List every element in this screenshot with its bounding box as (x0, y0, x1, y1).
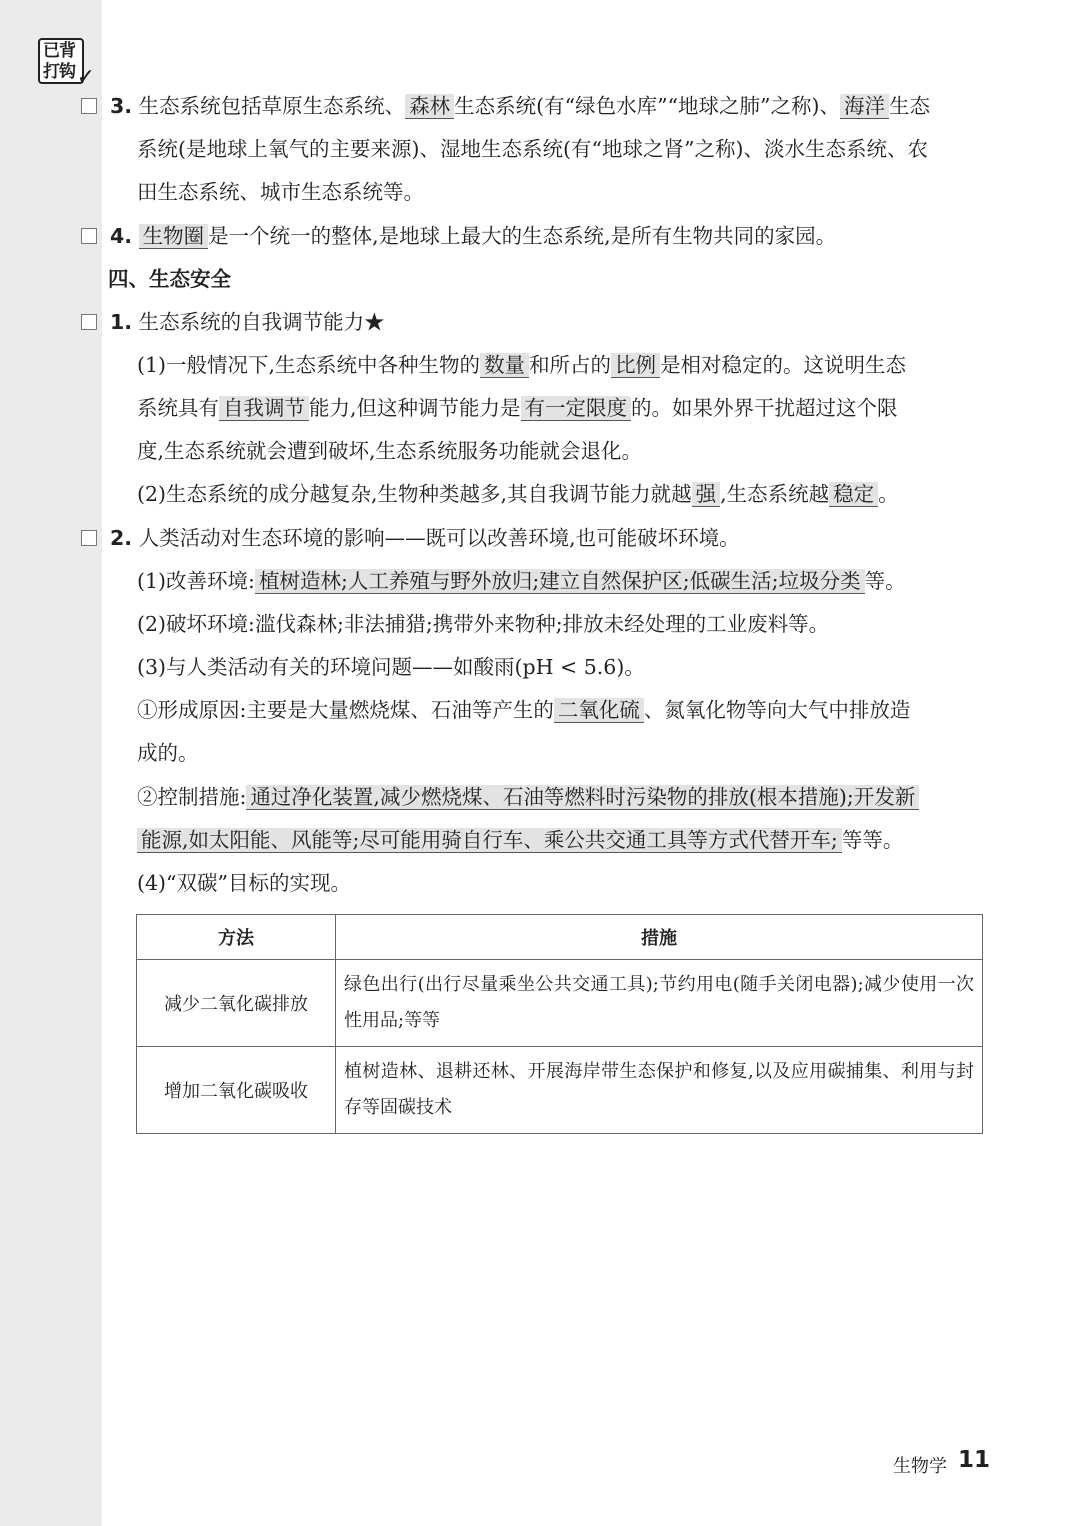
item-3-line-2: 系统(是地球上氧气的主要来源)、湿地生态系统(有“地球之肾”之称)、淡水生态系统、农 (137, 137, 928, 161)
table-row (137, 1047, 983, 1134)
answer-blank: 能源,如太阳能、风能等;尽可能用骑自行车、乘公共交通工具等方式代替开车; (137, 828, 842, 853)
answer-blank: 有一定限度 (521, 396, 632, 421)
answer-blank: 海洋 (840, 94, 889, 119)
s2-c2: ②控制措施: 通过净化装置,减少燃烧煤、石油等燃料时污染物的排放(根本措施);开发新 (137, 782, 919, 812)
page-number: 11 (958, 1447, 991, 1473)
footer-subject: 生物学 (893, 1456, 947, 1477)
s2-i1: (1)改善环境: 植树造林;人工养殖与野外放归;建立自然保护区;低碳生活;垃圾分类 等。 (137, 569, 906, 593)
item-4-line: 4. 生物圈 是一个统一的整体,是地球上最大的生态系统,是所有生物共同的家园。 (110, 224, 837, 248)
table-cell-method: 增加二氧化碳吸收 (137, 1047, 336, 1134)
s2-c1: ①形成原因:主要是大量燃烧煤、石油等产生的 二氧化硫 、氮氧化物等向大气中排放造 (137, 698, 911, 722)
s1-p2: 系统具有 自我调节 能力,但这种调节能力是 有一定限度 的。如果外界干扰超过这个限 (137, 396, 898, 420)
answer-blank: 比例 (611, 353, 660, 378)
s2-title: 2. 人类活动对生态环境的影响——既可以改善环境,也可能破坏环境。 (110, 526, 740, 550)
s2-i4: (4)“双碳”目标的实现。 (137, 871, 351, 895)
s1-p4: (2)生态系统的成分越复杂,生物种类越多,其自我调节能力就越 强 ,生态系统越 稳定 。 (137, 482, 899, 506)
s1-p1: (1)一般情况下,生态系统中各种生物的 数量 和所占的 比例 是相对稳定的。这说明生态 (137, 353, 907, 377)
checkbox-item-3[interactable] (81, 98, 97, 114)
section-heading: 四、生态安全 (108, 267, 231, 291)
answer-blank: 数量 (480, 353, 529, 378)
table-cell-measure: 植树造林、退耕还林、开展海岸带生态保护和修复,以及应用碳捕集、利用与封存等固碳技术 (336, 1047, 983, 1134)
memorized-check-stamp: 已背 打钩 ✓ (38, 38, 84, 84)
table-cell-method: 减少二氧化碳排放 (137, 960, 336, 1047)
s1-title: 1. 生态系统的自我调节能力★ (110, 310, 385, 334)
table-row (137, 960, 983, 1047)
answer-blank: 森林 (405, 94, 454, 119)
table-header: 措施 (336, 915, 983, 960)
carbon-measures-table (136, 914, 983, 1134)
answer-blank: 通过净化装置,减少燃烧煤、石油等燃料时污染物的排放(根本措施);开发新 (246, 785, 919, 810)
checkbox-s1[interactable] (81, 314, 97, 330)
answer-blank: 强 (692, 482, 721, 507)
table-cell-measure: 绿色出行(出行尽量乘坐公共交通工具);节约用电(随手关闭电器);减少使用一次性用品;等等 (336, 960, 983, 1047)
checkbox-s2[interactable] (81, 530, 97, 546)
checkmark-icon: ✓ (76, 65, 94, 90)
answer-blank: 稳定 (829, 482, 878, 507)
s2-i3: (3)与人类活动有关的环境问题——如酸雨(pH < 5.6)。 (137, 655, 645, 679)
answer-blank: 生物圈 (139, 224, 209, 249)
s2-i2: (2)破坏环境:滥伐森林;非法捕猎;携带外来物种;排放未经处理的工业废料等。 (137, 612, 830, 636)
s2-c1-cont: 成的。 (137, 741, 199, 765)
answer-blank: 二氧化硫 (554, 698, 644, 723)
item-3-line-1: 3. 生态系统包括草原生态系统、 森林 生态系统(有“绿色水库”“地球之肺”之称)、 海洋 生态 (110, 94, 931, 118)
checkbox-item-4[interactable] (81, 228, 97, 244)
s2-c2-cont: 能源,如太阳能、风能等;尽可能用骑自行车、乘公共交通工具等方式代替开车; 等等。 (137, 825, 903, 855)
item-3-line-3: 田生态系统、城市生态系统等。 (137, 180, 424, 204)
answer-blank: 植树造林;人工养殖与野外放归;建立自然保护区;低碳生活;垃圾分类 (255, 569, 865, 594)
table-header: 方法 (137, 915, 336, 960)
answer-blank: 自我调节 (219, 396, 309, 421)
s1-p3: 度,生态系统就会遭到破坏,生态系统服务功能就会退化。 (137, 439, 643, 463)
table-header-row (137, 915, 983, 960)
